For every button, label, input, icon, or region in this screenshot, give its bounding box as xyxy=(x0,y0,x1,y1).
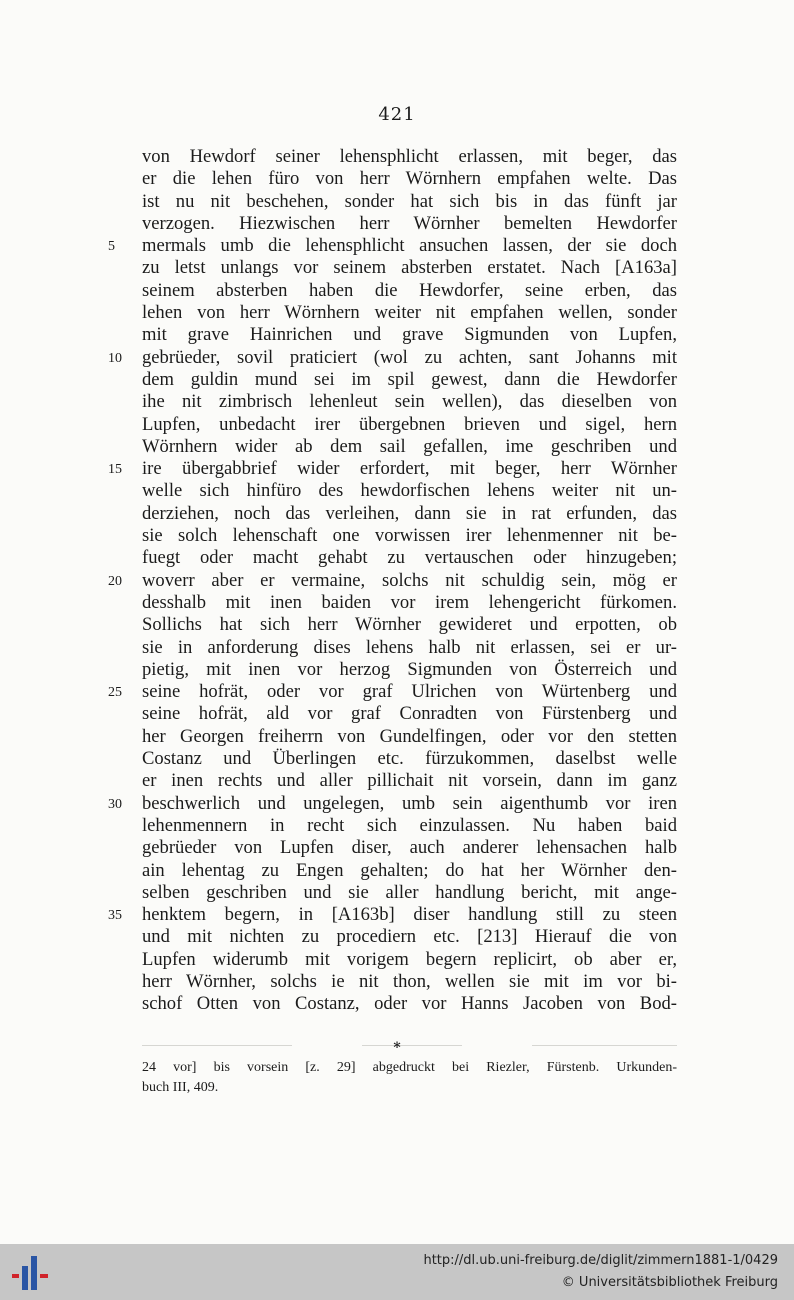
line-text: ist nu nit beschehen, sonder hat sich bis in das fünft jar xyxy=(142,190,677,212)
line-text: seinem absterben haben die Hewdorfer, seine erben, das xyxy=(142,279,677,301)
line-text: woverr aber er vermaine, solchs nit schuldig sein, mög er xyxy=(142,569,677,591)
text-line xyxy=(142,257,677,279)
text-line xyxy=(108,458,677,480)
line-number: 25 xyxy=(108,685,122,701)
text-line xyxy=(142,926,677,948)
line-text: mit grave Hainrichen und grave Sigmunden von Lupfen, xyxy=(142,324,677,346)
line-text: lehenmennern in recht sich einzulassen. Nu haben baid xyxy=(142,814,677,836)
text-line xyxy=(142,503,677,525)
footnote-line: 24 vor] bis vorsein [z. 29] abgedruckt bei Riezler, Fürstenb. Urkunden- xyxy=(142,1060,677,1075)
text-line xyxy=(142,146,677,168)
text-line xyxy=(142,815,677,837)
text-line xyxy=(108,904,677,926)
text-line xyxy=(142,659,677,681)
text-line xyxy=(142,971,677,993)
text-line xyxy=(108,792,677,815)
text-line xyxy=(142,168,677,190)
line-text: herr Wörnher, solchs ie nit thon, wellen sie mit im vor bi- xyxy=(142,970,677,992)
line-number: 30 xyxy=(108,796,122,812)
text-line xyxy=(142,525,677,547)
line-text: fuegt oder macht gehabt zu vertauschen oder hinzugeben; xyxy=(142,547,677,569)
text-line xyxy=(142,748,677,770)
line-text: gebrüeder von Lupfen diser, auch anderer lehensachen halb xyxy=(142,837,677,859)
footnote xyxy=(142,1058,677,1098)
text-line xyxy=(142,949,677,971)
line-text: sie solch lehenschaft one vorwissen irer lehenmenner nit be- xyxy=(142,525,677,547)
line-text: ihe nit zimbrisch lehenleut sein wellen), das dieselben von xyxy=(142,391,677,413)
line-text: seine hofrät, ald vor graf Conradten von Fürstenberg und xyxy=(142,703,677,725)
text-line xyxy=(108,681,677,703)
line-text: welle sich hinfüro des hewdorfischen lehens weiter nit un- xyxy=(142,480,677,502)
line-text: er die lehen füro von herr Wörnhern empfahen welte. Das xyxy=(142,168,677,190)
line-text: Lupfen, unbedacht irer übergebnen brieven und sigel, hern xyxy=(142,413,677,435)
line-text: Sollichs hat sich herr Wörnher gewideret und erpotten, ob xyxy=(142,614,677,636)
line-number: 35 xyxy=(108,908,122,924)
line-text: lehen von herr Wörnhern weiter nit empfahen wellen, sonder xyxy=(142,302,677,324)
line-text: sie in anforderung dises lehens halb nit erlassen, sei er ur- xyxy=(142,636,677,658)
text-line xyxy=(142,837,677,859)
line-text: gebrüeder, sovil praticiert (wol zu achten, sant Johanns mit xyxy=(142,346,677,368)
main-text xyxy=(108,146,677,1016)
line-text: schof Otten von Costanz, oder vor Hanns Jacoben von Bod- xyxy=(142,993,677,1015)
text-line xyxy=(142,324,677,346)
text-line xyxy=(142,547,677,569)
text-line xyxy=(142,280,677,302)
line-text: zu letst unlangs vor seinem absterben erstatet. Nach [A163a] xyxy=(142,257,677,279)
line-text: beschwerlich und ungelegen, umb sein aigenthumb vor iren xyxy=(142,792,677,814)
line-text: henktem begern, in [A163b] diser handlung still zu steen xyxy=(142,904,677,926)
line-text: dem guldin mund sei im spil gewest, dann die Hewdorfer xyxy=(142,368,677,390)
line-text: her Georgen freiherrn von Gundelfingen, oder vor den stetten xyxy=(142,725,677,747)
text-line xyxy=(142,391,677,413)
text-line xyxy=(108,346,677,369)
line-text: er inen rechts und aller pillichait nit vorsein, dann im ganz xyxy=(142,770,677,792)
text-line xyxy=(142,369,677,391)
line-number: 20 xyxy=(108,573,122,589)
line-number: 15 xyxy=(108,462,122,478)
line-text: von Hewdorf seiner lehensphlicht erlassen, mit beger, das xyxy=(142,146,677,167)
line-number: 10 xyxy=(108,350,122,366)
line-text: ire übergabbrief wider erfordert, mit beger, herr Wörnher xyxy=(142,458,677,480)
line-text: ain lehentag zu Engen gehalten; do hat her Wörnher den- xyxy=(142,859,677,881)
footnote-line: buch III, 409. xyxy=(142,1080,219,1095)
text-line xyxy=(142,860,677,882)
line-text: mermals umb die lehensphlicht ansuchen lassen, der sie doch xyxy=(142,235,677,257)
line-text: pietig, mit inen vor herzog Sigmunden von Österreich und xyxy=(142,658,677,680)
line-text: Costanz und Überlingen etc. fürzukommen, daselbst welle xyxy=(142,748,677,770)
line-text: derziehen, noch das verleihen, dann sie in rat erfunden, das xyxy=(142,502,677,524)
text-line xyxy=(142,414,677,436)
line-text: Lupfen widerumb mit vorigem begern replicirt, ob aber er, xyxy=(142,948,677,970)
viewer-footer xyxy=(0,1244,794,1300)
text-line xyxy=(142,770,677,792)
text-line xyxy=(142,191,677,213)
line-number: 5 xyxy=(108,239,115,255)
text-line xyxy=(142,703,677,725)
text-line xyxy=(142,614,677,636)
copyright-notice: © Universitätsbibliothek Freiburg xyxy=(561,1275,778,1290)
text-line xyxy=(142,480,677,502)
ub-freiburg-logo-icon[interactable] xyxy=(10,1252,52,1294)
line-text: verzogen. Hiezwischen herr Wörnher bemelten Hewdorfer xyxy=(142,212,677,234)
line-text: desshalb mit inen baiden vor irem lehengericht fürkomen. xyxy=(142,591,677,613)
text-line xyxy=(142,302,677,324)
line-text: Wörnhern wider ab dem sail gefallen, ime geschriben und xyxy=(142,435,677,457)
line-text: seine hofrät, oder vor graf Ulrichen von Würtenberg und xyxy=(142,681,677,703)
text-line xyxy=(108,235,677,257)
text-line xyxy=(142,993,677,1015)
text-line xyxy=(142,436,677,458)
line-text: und mit nichten zu procediern etc. [213] Hierauf die von xyxy=(142,926,677,948)
text-line xyxy=(142,882,677,904)
text-line xyxy=(142,637,677,659)
text-line xyxy=(142,726,677,748)
line-text: selben geschriben und sie aller handlung bericht, mit ange- xyxy=(142,881,677,903)
footnote-separator: * xyxy=(393,1040,401,1056)
text-line xyxy=(108,569,677,592)
page-number: 421 xyxy=(378,104,416,125)
text-line xyxy=(142,213,677,235)
permalink-url[interactable]: http://dl.ub.uni-freiburg.de/diglit/zimmern1881-1/0429 xyxy=(423,1253,778,1268)
text-line xyxy=(142,592,677,614)
